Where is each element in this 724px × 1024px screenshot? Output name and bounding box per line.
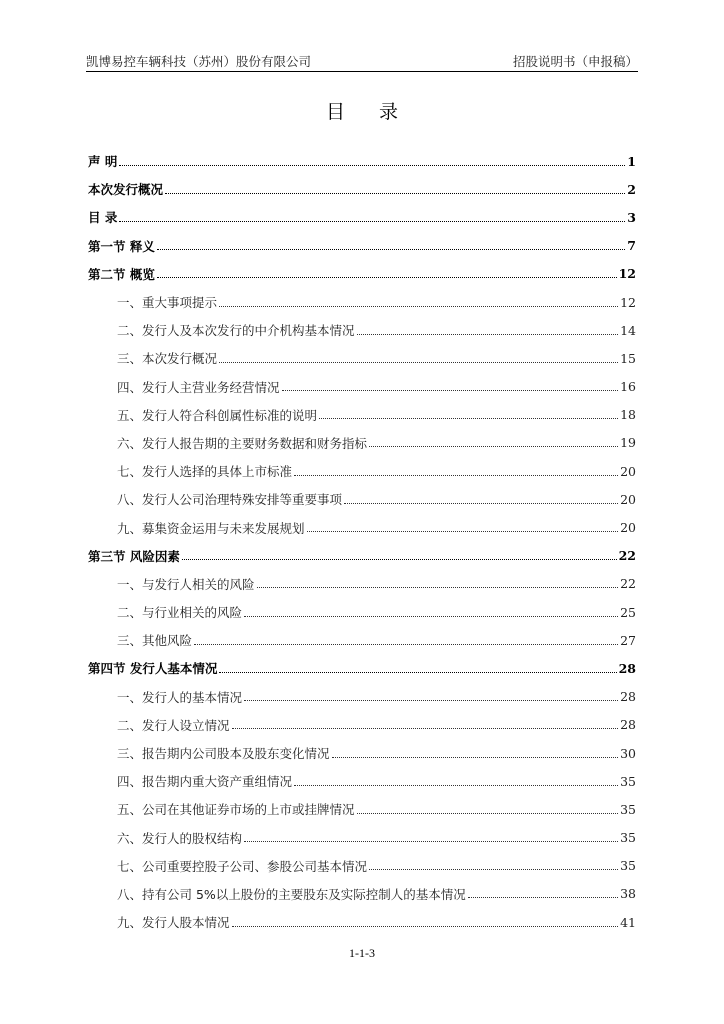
toc-subsection-entry[interactable] — [88, 344, 636, 372]
toc-entry-page: 15 — [620, 350, 636, 366]
toc-entry-page: 35 — [620, 773, 636, 789]
toc-dot-leader — [244, 841, 618, 842]
toc-entry-page: 35 — [620, 801, 636, 817]
toc-dot-leader — [194, 644, 618, 645]
toc-entry-label: 八、持有公司 5%以上股份的主要股东及实际控制人的基本情况 — [117, 886, 466, 902]
toc-entry-label: 一、与发行人相关的风险 — [117, 576, 255, 592]
toc-dot-leader — [282, 390, 619, 391]
toc-entry-page: 14 — [620, 322, 636, 338]
toc-dot-leader — [369, 446, 618, 447]
toc-dot-leader — [257, 587, 619, 588]
toc-dot-leader — [244, 616, 618, 617]
toc-entry-page: 30 — [620, 745, 636, 761]
header-document-type: 招股说明书（申报稿） — [512, 54, 638, 69]
toc-section-entry[interactable] — [88, 203, 636, 231]
toc-entry-page: 3 — [627, 209, 636, 225]
toc-entry-page: 12 — [618, 266, 636, 282]
toc-entry-page: 18 — [620, 407, 636, 423]
toc-entry-label: 六、发行人报告期的主要财务数据和财务指标 — [117, 435, 368, 451]
toc-entry-page: 7 — [627, 238, 636, 254]
toc-entry-page: 20 — [620, 463, 636, 479]
toc-dot-leader — [219, 362, 618, 363]
toc-dot-leader — [332, 757, 619, 758]
toc-entry-label: 二、与行业相关的风险 — [117, 605, 243, 621]
toc-entry-page: 28 — [620, 717, 636, 733]
toc-subsection-entry[interactable] — [88, 683, 636, 711]
toc-entry-page: 35 — [620, 858, 636, 874]
toc-dot-leader — [232, 926, 619, 927]
toc-entry-page: 27 — [620, 632, 636, 648]
toc-subsection-entry[interactable] — [88, 598, 636, 626]
toc-dot-leader — [244, 700, 618, 701]
toc-dot-leader — [294, 475, 618, 476]
toc-entry-label: 七、公司重要控股子公司、参股公司基本情况 — [117, 858, 368, 874]
toc-dot-leader — [232, 728, 619, 729]
toc-dot-leader — [182, 559, 617, 560]
toc-entry-label: 四、发行人主营业务经营情况 — [117, 379, 280, 395]
toc-entry-page: 19 — [620, 435, 636, 451]
toc-dot-leader — [219, 672, 616, 673]
toc-dot-leader — [119, 165, 625, 166]
toc-entry-page: 20 — [620, 491, 636, 507]
toc-dot-leader — [157, 249, 625, 250]
toc-entry-page: 22 — [618, 548, 636, 564]
toc-subsection-entry[interactable] — [88, 739, 636, 767]
toc-dot-leader — [157, 277, 617, 278]
toc-entry-label: 目 录 — [88, 210, 118, 226]
toc-entry-label: 六、发行人的股权结构 — [117, 830, 243, 846]
toc-subsection-entry[interactable] — [88, 908, 636, 936]
toc-dot-leader — [357, 334, 619, 335]
toc-entry-label: 二、发行人设立情况 — [117, 717, 230, 733]
toc-entry-label: 八、发行人公司治理特殊安排等重要事项 — [117, 492, 343, 508]
toc-dot-leader — [294, 785, 618, 786]
toc-dot-leader — [119, 221, 625, 222]
toc-subsection-entry[interactable] — [88, 485, 636, 513]
toc-dot-leader — [369, 869, 618, 870]
toc-title: 目 录 — [325, 101, 413, 123]
running-header — [86, 50, 638, 70]
toc-entry-label: 一、发行人的基本情况 — [117, 689, 243, 705]
toc-entry-label: 五、发行人符合科创属性标准的说明 — [117, 407, 318, 423]
toc-section-entry[interactable] — [88, 654, 636, 682]
toc-entry-label: 三、其他风险 — [117, 633, 193, 649]
toc-subsection-entry[interactable] — [88, 288, 636, 316]
toc-entry-page: 22 — [620, 576, 636, 592]
toc-entry-page: 35 — [620, 830, 636, 846]
toc-entry-label: 声 明 — [88, 154, 118, 170]
toc-subsection-entry[interactable] — [88, 513, 636, 541]
toc-subsection-entry[interactable] — [88, 711, 636, 739]
toc-entry-label: 四、报告期内重大资产重组情况 — [117, 774, 293, 790]
toc-entry-label: 七、发行人选择的具体上市标准 — [117, 464, 293, 480]
toc-section-entry[interactable] — [88, 147, 636, 175]
toc-entry-page: 20 — [620, 520, 636, 536]
toc-subsection-entry[interactable] — [88, 852, 636, 880]
toc-entry-label: 一、重大事项提示 — [117, 295, 218, 311]
toc-dot-leader — [165, 193, 625, 194]
toc-subsection-entry[interactable] — [88, 429, 636, 457]
toc-dot-leader — [219, 306, 618, 307]
toc-dot-leader — [307, 531, 619, 532]
toc-entry-page: 1 — [627, 153, 636, 169]
toc-entry-page: 16 — [620, 379, 636, 395]
toc-entry-label: 九、募集资金运用与未来发展规划 — [117, 520, 305, 536]
toc-entry-label: 第一节 释义 — [88, 238, 155, 254]
toc-dot-leader — [468, 897, 618, 898]
toc-subsection-entry[interactable] — [88, 401, 636, 429]
toc-entry-label: 三、报告期内公司股本及股东变化情况 — [117, 746, 330, 762]
toc-subsection-entry[interactable] — [88, 570, 636, 598]
toc-entry-label: 本次发行概况 — [88, 182, 164, 198]
toc-dot-leader — [344, 503, 618, 504]
toc-entry-page: 41 — [620, 914, 636, 930]
toc-subsection-entry[interactable] — [88, 457, 636, 485]
toc-entry-label: 第四节 发行人基本情况 — [88, 661, 218, 677]
toc-dot-leader — [357, 813, 619, 814]
toc-entry-page: 12 — [620, 294, 636, 310]
table-of-contents — [88, 147, 636, 936]
toc-subsection-entry[interactable] — [88, 795, 636, 823]
toc-entry-page: 28 — [618, 660, 636, 676]
toc-entry-label: 五、公司在其他证券市场的上市或挂牌情况 — [117, 802, 355, 818]
toc-subsection-entry[interactable] — [88, 626, 636, 654]
page-number: 1-1-3 — [349, 946, 375, 960]
toc-entry-label: 二、发行人及本次发行的中介机构基本情况 — [117, 323, 355, 339]
toc-section-entry[interactable] — [88, 542, 636, 570]
toc-subsection-entry[interactable] — [88, 824, 636, 852]
toc-subsection-entry[interactable] — [88, 767, 636, 795]
header-rule — [86, 71, 638, 72]
toc-section-entry[interactable] — [88, 260, 636, 288]
toc-entry-page: 2 — [627, 181, 636, 197]
toc-entry-page: 38 — [620, 886, 636, 902]
toc-entry-label: 九、发行人股本情况 — [117, 915, 230, 931]
toc-subsection-entry[interactable] — [88, 373, 636, 401]
toc-subsection-entry[interactable] — [88, 880, 636, 908]
toc-section-entry[interactable] — [88, 175, 636, 203]
toc-entry-label: 三、本次发行概况 — [117, 351, 218, 367]
toc-subsection-entry[interactable] — [88, 316, 636, 344]
toc-dot-leader — [319, 418, 618, 419]
toc-section-entry[interactable] — [88, 232, 636, 260]
toc-entry-page: 28 — [620, 689, 636, 705]
toc-entry-label: 第二节 概览 — [88, 266, 155, 282]
toc-entry-label: 第三节 风险因素 — [88, 548, 180, 564]
toc-entry-page: 25 — [620, 604, 636, 620]
header-company-name: 凯博易控车辆科技（苏州）股份有限公司 — [86, 54, 312, 69]
